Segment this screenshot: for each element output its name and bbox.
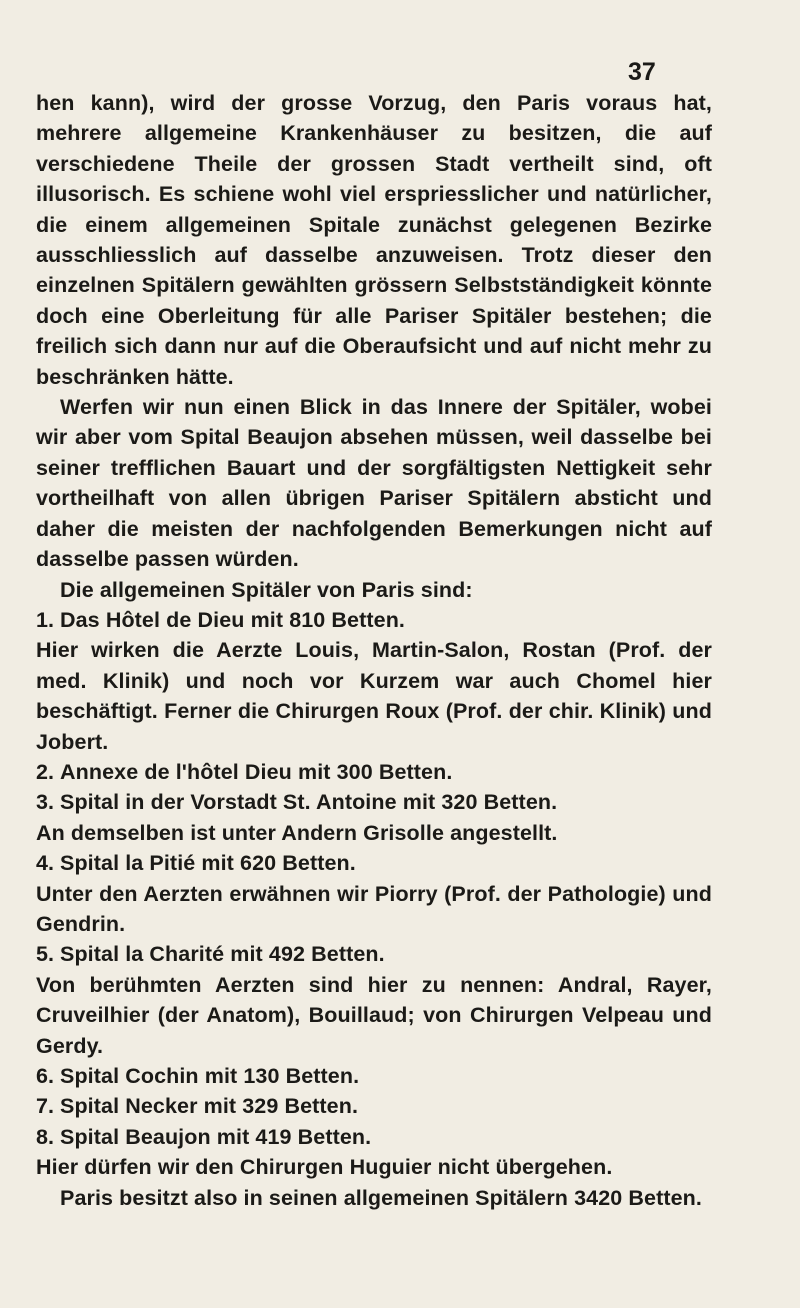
item-text: Das Hôtel de Dieu mit 810 Betten.	[60, 607, 406, 632]
item-number: 6.	[36, 1064, 55, 1088]
page-number: 37	[628, 58, 656, 86]
item-note: Unter den Aerzten erwähnen wir Piorry (Prof. der Pathologie) und Gendrin.	[36, 881, 712, 936]
list-item	[36, 1061, 712, 1091]
list-item	[36, 787, 712, 817]
item-text: Spital la Charité mit 492 Betten.	[60, 942, 385, 967]
item-number: 3.	[36, 790, 55, 815]
list-item	[36, 939, 712, 969]
item-number: 5.	[36, 942, 55, 967]
list-item	[36, 605, 712, 635]
paragraph: Die allgemeinen Spitäler von Paris sind:	[60, 577, 473, 602]
item-text: Spital Cochin mit 130 Betten.	[60, 1064, 360, 1088]
paragraph: hen kann), wird der grosse Vorzug, den Paris voraus hat, mehrere allgemeine Krankenhäuser zu besitzen, die auf verschiedene Theile der grossen Stadt vertheilt sind, oft illusorisch. Es schiene wohl viel erspriesslicher und natürlicher, die einem allgemeinen Spitale zunächst gelegenen Bezirke ausschliesslich auf dasselbe anzuweisen. Trotz dieser den einzelnen Spitälern gewählten grössern Selbstständigkeit könnte doch eine Oberleitung für alle Pariser Spitäler bestehen; die freilich sich dann nur auf die Oberaufsicht und auf nicht mehr zu beschränken hätte.	[36, 91, 712, 389]
item-note: Von berühmten Aerzten sind hier zu nennen: Andral, Rayer, Cruveilhier (der Anatom), Bouillaud; von Chirurgen Velpeau und Gerdy.	[36, 972, 712, 1058]
closing-sentence: Paris besitzt also in seinen allgemeinen Spitälern 3420 Betten.	[60, 1185, 702, 1210]
list-item	[36, 848, 712, 878]
item-note: Hier dürfen wir den Chirurgen Huguier nicht übergehen.	[36, 1155, 613, 1180]
list-item	[36, 757, 712, 787]
item-text: Annexe de l'hôtel Dieu mit 300 Betten.	[60, 759, 453, 784]
item-note: Hier wirken die Aerzte Louis, Martin-Salon, Rostan (Prof. der med. Klinik) und noch vor Kurzem war auch Chomel hier beschäftigt. Ferner die Chirurgen Roux (Prof. der chir. Klinik) und Jobert.	[36, 638, 712, 754]
item-text: Spital la Pitié mit 620 Betten.	[60, 851, 356, 876]
item-note: An demselben ist unter Andern Grisolle angestellt.	[36, 820, 558, 845]
list-item	[36, 1122, 712, 1152]
body-text	[36, 88, 712, 1213]
item-number: 1.	[36, 607, 55, 632]
list-item	[36, 1091, 712, 1121]
item-text: Spital Necker mit 329 Betten.	[60, 1094, 359, 1119]
item-text: Spital Beaujon mit 419 Betten.	[60, 1124, 372, 1149]
item-number: 4.	[36, 851, 55, 876]
paragraph: Werfen wir nun einen Blick in das Innere der Spitäler, wobei wir aber vom Spital Beaujon absehen müssen, weil dasselbe bei seiner trefflichen Bauart und der sorgfältigsten Nettigkeit sehr vortheilhaft von allen übrigen Pariser Spitälern absticht und daher die meisten der nachfolgenden Bemerkungen nicht auf dasselbe passen würden.	[36, 395, 712, 572]
item-text: Spital in der Vorstadt St. Antoine mit 320 Betten.	[60, 790, 558, 815]
item-number: 7.	[36, 1094, 55, 1119]
item-number: 8.	[36, 1124, 55, 1149]
item-number: 2.	[36, 759, 55, 784]
